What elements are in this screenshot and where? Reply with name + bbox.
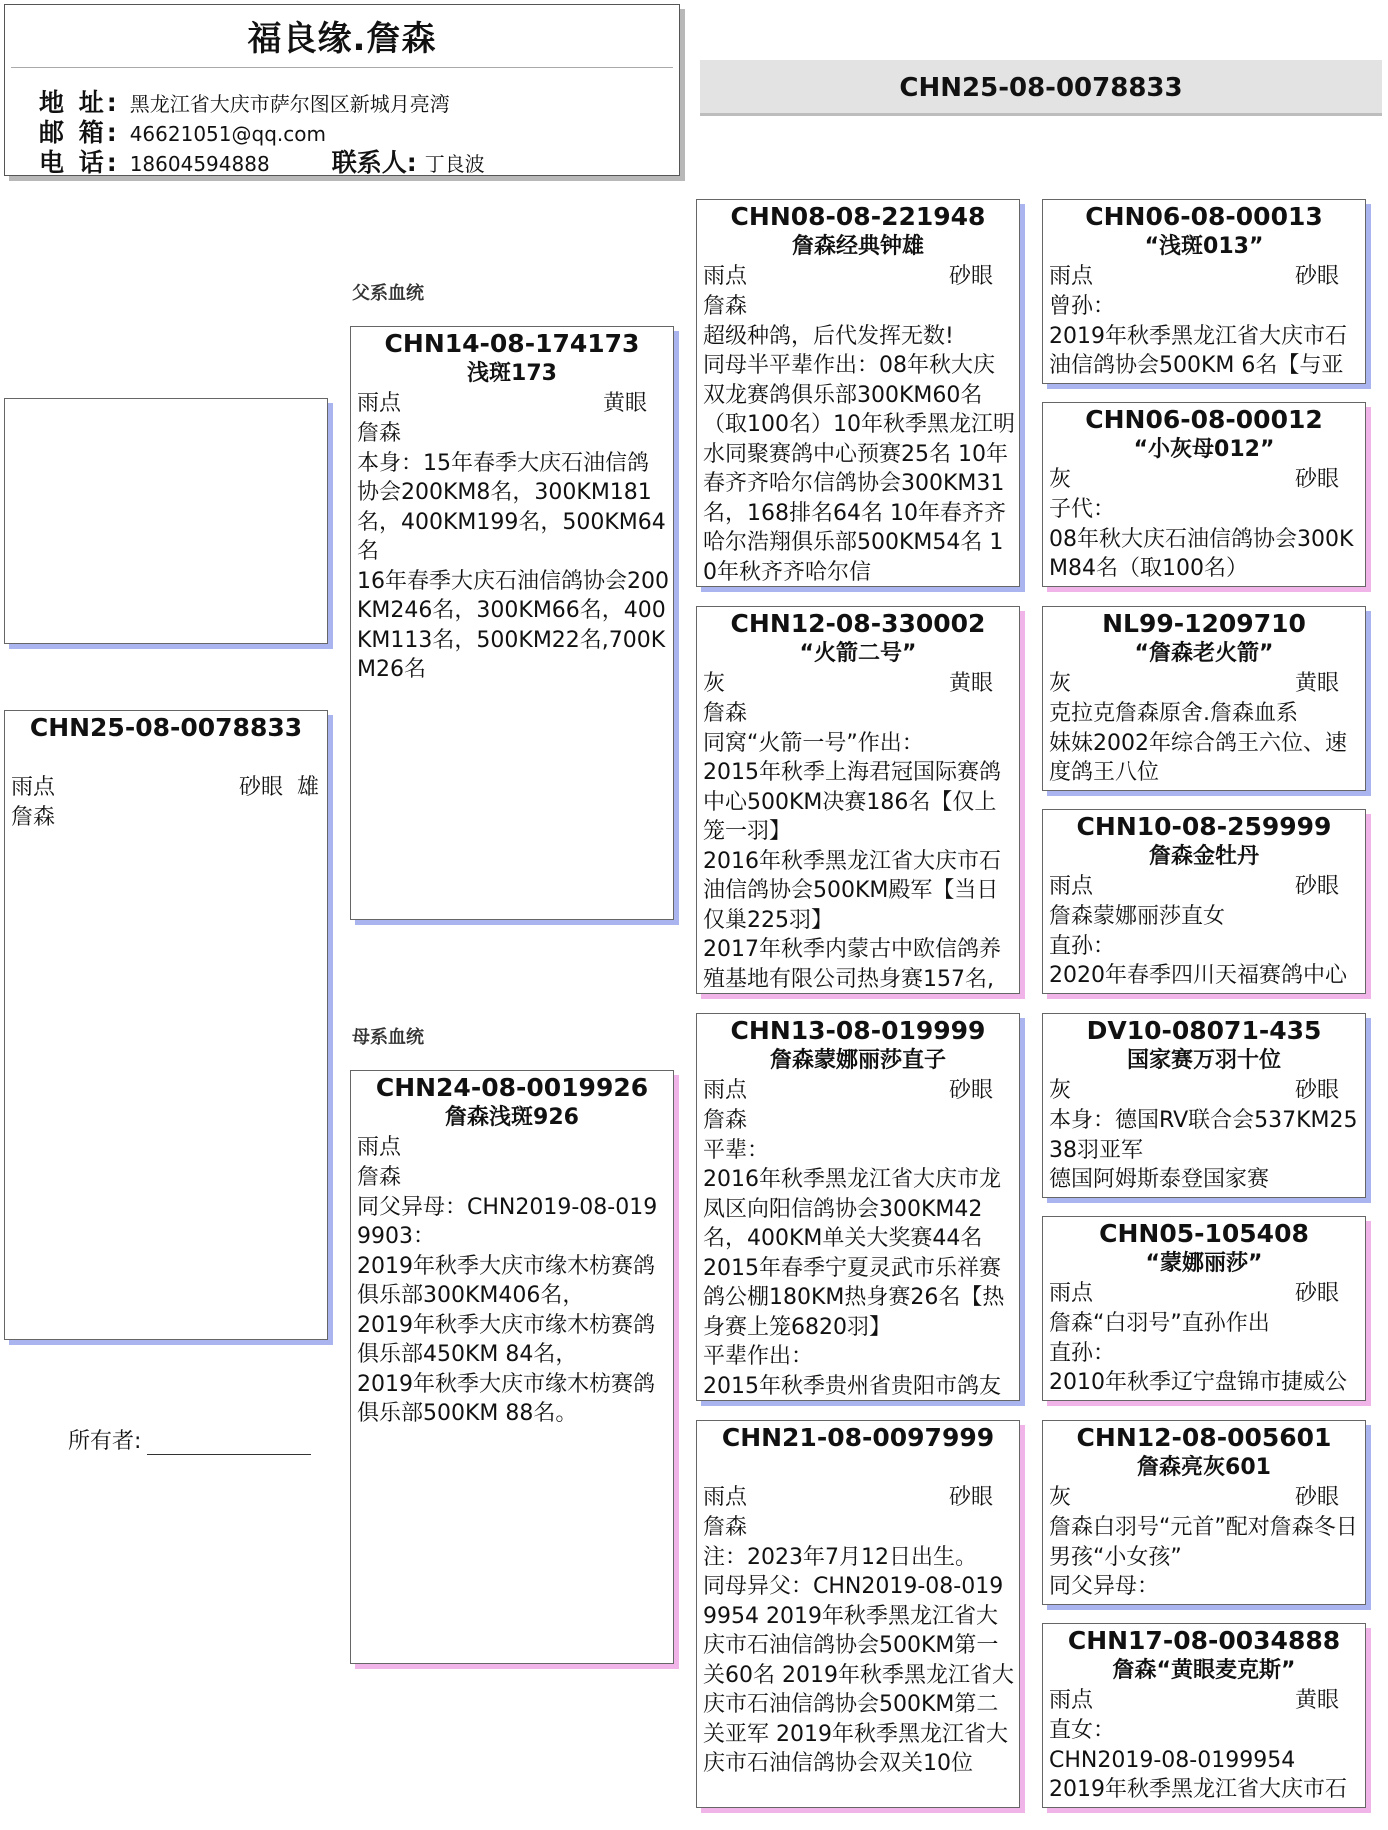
performance-notes: 克拉克詹森原舍.詹森血系 妹妹2002年综合鸽王六位、速度鸽王八位 — [1049, 701, 1347, 785]
pigeon-name: “小灰母012” — [1133, 437, 1275, 462]
loft-title: 福良缘.詹森 — [247, 19, 437, 59]
pigeon-name: 詹森蒙娜丽莎直子 — [769, 1048, 946, 1073]
pigeon-name: 国家赛万羽十位 — [1126, 1048, 1281, 1073]
performance-notes: 同窝“火箭一号”作出： 2015年秋季上海君冠国际赛鸽中心500KM决赛186名【仅上笼一羽】 2016年秋季黑龙江省大庆市石油信鸽协会500KM殿军【当日仅巢225羽】 2017年秋季内蒙古中欧信鸽养殖基地有限公司热身赛157名, — [703, 730, 1001, 992]
attribute-row — [351, 1133, 673, 1163]
performance-notes: 超级种鸽，后代发挥无数! 同母半平辈作出：08年秋大庆双龙赛鸽俱乐部300KM60名（取100名）10年秋季黑龙江明水同聚赛鸽中心预赛25名 10年春齐齐哈尔信鸽协会300KM31名，168排名64名 10年春齐齐哈尔浩翔俱乐部500KM54名 10年秋齐齐哈尔信 — [703, 323, 1015, 585]
pigeon-name: “浅斑013” — [1144, 234, 1264, 259]
plumage-color: 灰 — [703, 671, 726, 696]
plumage-color: 灰 — [1049, 671, 1072, 696]
ring-number: NL99-1209710 — [1102, 609, 1306, 638]
performance-notes: 曾孙： 2019年秋季黑龙江省大庆市石油信鸽协会500KM 6名【与亚 — [1049, 294, 1347, 378]
eye-sign: 砂眼 — [1294, 874, 1339, 899]
sire-card — [350, 326, 674, 920]
eye-sign: 砂眼 — [1294, 264, 1339, 289]
pigeon-name — [5, 743, 327, 773]
pigeon-name: 詹森“黄眼麦克斯” — [1112, 1658, 1296, 1683]
attribute-row — [351, 389, 673, 419]
plumage-color: 雨点 — [1049, 874, 1094, 899]
ddd-card — [1042, 1623, 1366, 1808]
performance-notes: 子代： 08年秋大庆石油信鸽协会300KM84名（取100名） — [1049, 497, 1354, 581]
pigeon-name: 詹森金牡丹 — [1148, 844, 1259, 869]
plumage-color: 雨点 — [1049, 1688, 1094, 1713]
eye-sign: 砂眼 — [948, 1485, 993, 1510]
attribute-row — [1043, 1279, 1365, 1309]
owner-blank-line[interactable] — [147, 1432, 311, 1455]
phone-row — [39, 143, 485, 179]
plumage-color: 灰 — [1049, 1485, 1072, 1510]
header-divider — [11, 67, 673, 68]
attribute-row — [1043, 1076, 1365, 1106]
pigeon-name: 詹森亮灰601 — [1137, 1455, 1271, 1480]
performance-notes: 平辈： 2016年秋季黑龙江省大庆市龙凤区向阳信鸽协会300KM42名，400KM单关大奖赛44名 2015年春季宁夏灵武市乐祥赛鸽公棚180KM热身赛26名【热身赛上笼6820羽】 平辈作出： 2015年秋季贵州省贵阳市鸽友 — [703, 1137, 1005, 1399]
ring-number: CHN12-08-330002 — [730, 609, 986, 638]
ring-number: CHN10-08-259999 — [1076, 812, 1332, 841]
sire-sire-card — [696, 199, 1020, 587]
performance-notes: 本身：15年春季大庆石油信鸽协会200KM8名，300KM181名，400KM199名，500KM64名 16年春季大庆石油信鸽协会200KM246名，300KM66名，400KM113名，500KM22名,700KM26名 — [357, 450, 669, 682]
ring-number: CHN13-08-019999 — [730, 1016, 986, 1045]
eye-sign: 黄眼 — [602, 391, 647, 416]
phone-value: 18604594888 — [129, 152, 270, 176]
pigeon-name: 詹森浅斑926 — [445, 1105, 579, 1130]
ring-number: CHN25-08-0078833 — [29, 713, 303, 742]
performance-notes: 注：2023年7月12日出生。 同母异父：CHN2019-08-0199954 2019年秋季黑龙江省大庆市石油信鸽协会500KM第一关60名 2019年秋季黑龙江省大庆市石油信鸽协会500KM第二关亚军 2019年秋季黑龙江省大庆市石油信鸽协会双关10位 — [703, 1544, 1014, 1776]
address-label: 地 址: — [39, 88, 120, 117]
plumage-color: 雨点 — [1049, 264, 1094, 289]
pigeon-name: “火箭二号” — [799, 641, 917, 666]
breeder-value: 詹森 — [11, 805, 56, 830]
performance-notes: 直女： CHN2019-08-0199954 2019年秋季黑龙江省大庆市石 — [1049, 1718, 1347, 1802]
maternal-lineage-label: 母系血统 — [352, 1027, 424, 1048]
ring-number: CHN24-08-0019926 — [375, 1073, 649, 1102]
email-value[interactable]: 46621051@qq.com — [129, 122, 326, 146]
attribute-row — [697, 262, 1019, 292]
ring-number: CHN21-08-0097999 — [721, 1423, 995, 1452]
ring-number-banner: CHN25-08-0078833 — [700, 60, 1382, 116]
ring-number: CHN08-08-221948 — [730, 202, 986, 231]
pigeon-photo-frame — [4, 398, 328, 644]
ring-number: CHN06-08-00012 — [1085, 405, 1323, 434]
eye-sign: 砂眼 — [1294, 1078, 1339, 1103]
paternal-lineage-label: 父系血统 — [352, 283, 424, 304]
pigeon-name: 詹森经典钟雄 — [791, 234, 924, 259]
dam-sire-card — [696, 1013, 1020, 1401]
attribute-row — [1043, 669, 1365, 699]
sex-value: 雄 — [296, 775, 319, 800]
dds-card — [1042, 1420, 1366, 1605]
plumage-color: 雨点 — [357, 1135, 402, 1160]
pigeon-name: “詹森老火箭” — [1134, 641, 1274, 666]
ring-number: CHN17-08-0034888 — [1067, 1626, 1341, 1655]
attribute-row — [1043, 872, 1365, 902]
breeder-value: 詹森 — [703, 294, 748, 319]
sds-card — [1042, 606, 1366, 791]
contact-label: 联系人: — [331, 148, 417, 177]
dss-card — [1042, 1013, 1366, 1198]
contact-value: 丁良波 — [424, 152, 485, 176]
performance-notes: 詹森蒙娜丽莎直女 直孙： 2020年春季四川天福赛鸽中心 — [1049, 904, 1347, 988]
eye-sign: 砂眼 — [1294, 1485, 1339, 1510]
dam-card — [350, 1070, 674, 1664]
breeder-value: 詹森 — [357, 1165, 402, 1190]
address-value: 黑龙江省大庆市萨尔图区新城月亮湾 — [129, 92, 450, 116]
eye-sign: 黄眼 — [1294, 1688, 1339, 1713]
main-pigeon-card — [4, 710, 328, 1340]
plumage-color: 雨点 — [703, 1485, 748, 1510]
sire-dam-card — [696, 606, 1020, 994]
attribute-row — [1043, 465, 1365, 495]
owner-label: 所有者: — [68, 1429, 142, 1454]
eye-sign: 黄眼 — [948, 671, 993, 696]
eye-sign: 砂眼 — [948, 264, 993, 289]
breeder-value: 詹森 — [703, 701, 748, 726]
attribute-row — [697, 669, 1019, 699]
eye-sign: 砂眼 — [238, 775, 283, 800]
phone-label: 电 话: — [39, 148, 120, 177]
plumage-color: 雨点 — [703, 1078, 748, 1103]
breeder-value: 詹森 — [703, 1108, 748, 1133]
attribute-row — [5, 773, 327, 803]
performance-notes: 詹森“白羽号”直孙作出 直孙： 2010年秋季辽宁盘锦市捷威公 — [1049, 1311, 1347, 1395]
pigeon-name: 浅斑173 — [467, 361, 557, 386]
ring-number: DV10-08071-435 — [1086, 1016, 1322, 1045]
attribute-row — [697, 1483, 1019, 1513]
pigeon-name: “蒙娜丽莎” — [1145, 1251, 1263, 1276]
ring-number: CHN05-105408 — [1099, 1219, 1309, 1248]
plumage-color: 灰 — [1049, 467, 1072, 492]
sss-card — [1042, 199, 1366, 384]
dsd-card — [1042, 1216, 1366, 1401]
pigeon-name — [697, 1453, 1019, 1483]
performance-notes: 同父异母：CHN2019-08-0199903： 2019年秋季大庆市缘木枋赛鸽俱乐部300KM406名， 2019年秋季大庆市缘木枋赛鸽俱乐部450KM 84名， 2019年秋季大庆市缘木枋赛鸽俱乐部500KM 88名。 — [357, 1194, 658, 1426]
sdd-card — [1042, 809, 1366, 994]
dam-dam-card — [696, 1420, 1020, 1808]
eye-sign: 砂眼 — [1294, 1281, 1339, 1306]
plumage-color: 雨点 — [357, 391, 402, 416]
attribute-row — [697, 1076, 1019, 1106]
plumage-color: 雨点 — [1049, 1281, 1094, 1306]
plumage-color: 雨点 — [703, 264, 748, 289]
ssd-card — [1042, 402, 1366, 587]
attribute-row — [1043, 1483, 1365, 1513]
attribute-row — [1043, 262, 1365, 292]
ring-number: CHN06-08-00013 — [1085, 202, 1323, 231]
performance-notes: 本身：德国RV联合会537KM2538羽亚军 德国阿姆斯泰登国家赛 — [1049, 1108, 1358, 1192]
attribute-row — [1043, 1686, 1365, 1716]
plumage-color: 灰 — [1049, 1078, 1072, 1103]
eye-sign: 砂眼 — [948, 1078, 993, 1103]
plumage-color: 雨点 — [11, 775, 56, 800]
breeder-value: 詹森 — [703, 1515, 748, 1540]
eye-sign: 砂眼 — [1294, 467, 1339, 492]
performance-notes: 詹森白羽号“元首”配对詹森冬日男孩“小女孩” 同父异母： — [1049, 1515, 1358, 1599]
breeder-header — [4, 4, 680, 176]
owner-field — [68, 1424, 311, 1455]
ring-number: CHN12-08-005601 — [1076, 1423, 1332, 1452]
breeder-value: 詹森 — [357, 421, 402, 446]
email-label: 邮 箱: — [39, 118, 120, 147]
ring-number: CHN14-08-174173 — [384, 329, 640, 358]
eye-sign: 黄眼 — [1294, 671, 1339, 696]
